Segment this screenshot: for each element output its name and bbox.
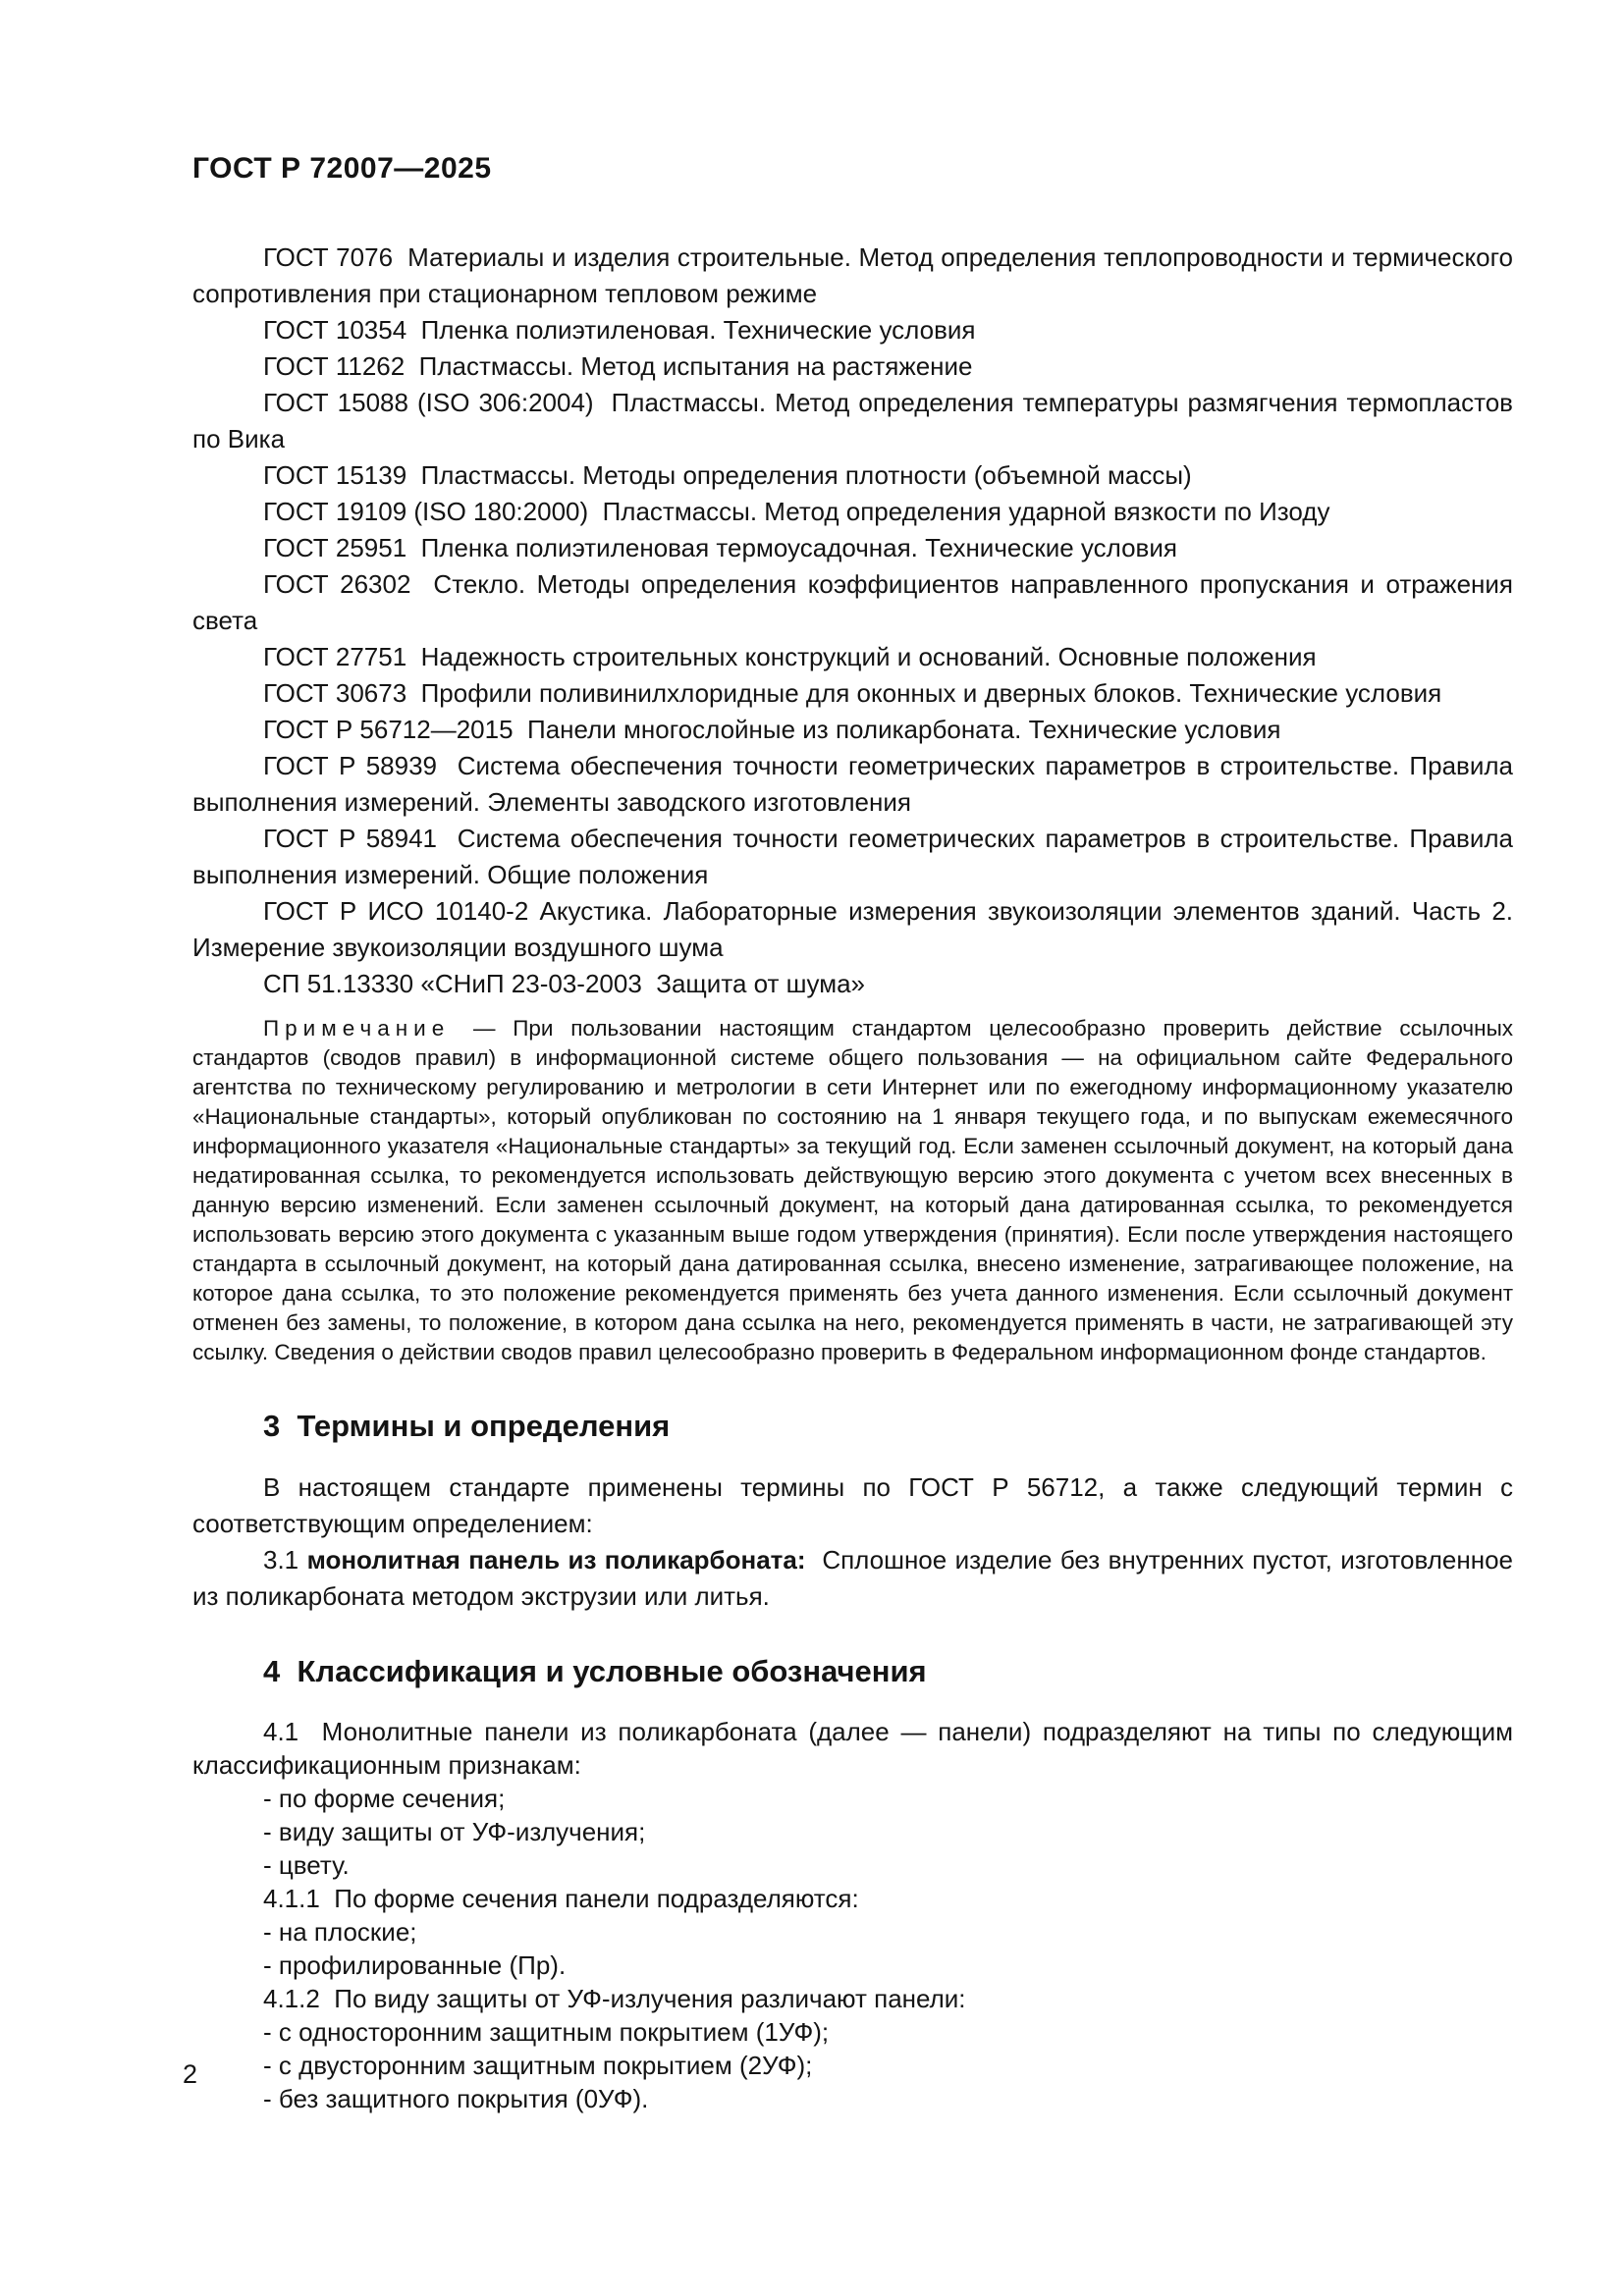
paragraph-4-1: 4.1 Монолитные панели из поликарбоната (далее — панели) подразделяют на типы по следующим классификационным признакам: xyxy=(192,1717,1513,1780)
note-label: Примечание xyxy=(263,1016,451,1041)
term-definition-text: Сплошное изделие без внутренних пустот, изготовленное из поликарбоната методом экструзии или литья. xyxy=(192,1545,1513,1611)
reference-item: ГОСТ 7076 Материалы и изделия строительные. Метод определения теплопроводности и термического сопротивления при стационарном тепловом режиме xyxy=(192,242,1513,308)
list-item: - без защитного покрытия (0УФ). xyxy=(263,2084,649,2113)
section-3-intro: В настоящем стандарте применены термины по ГОСТ Р 56712, а также следующий термин с соответствующим определением: xyxy=(192,1472,1513,1538)
reference-item: ГОСТ 15088 (ISO 306:2004) Пластмассы. Метод определения температуры размягчения термопластов по Вика xyxy=(192,388,1513,454)
term-number: 3.1 xyxy=(263,1545,299,1575)
reference-item: ГОСТ 26302 Стекло. Методы определения коэффициентов направленного пропускания и отражения света xyxy=(192,569,1513,635)
list-item: - с односторонним защитным покрытием (1УФ); xyxy=(263,2017,830,2047)
reference-item: ГОСТ Р 58939 Система обеспечения точности геометрических параметров в строительстве. Правила выполнения измерений. Элементы заводского изготовления xyxy=(192,751,1513,817)
reference-item: ГОСТ 30673 Профили поливинилхлоридные для оконных и дверных блоков. Технические условия xyxy=(263,678,1442,708)
references-section xyxy=(192,240,1513,1002)
term-definition xyxy=(192,1542,1513,1615)
section-4-heading: 4 Классификация и условные обозначения xyxy=(263,1654,927,1688)
list-item: - цвету. xyxy=(263,1850,350,1880)
section-3-heading: 3 Термины и определения xyxy=(263,1409,671,1443)
reference-item: ГОСТ Р 58941 Система обеспечения точности геометрических параметров в строительстве. Правила выполнения измерений. Общие положения xyxy=(192,824,1513,889)
reference-item: ГОСТ 19109 (ISO 180:2000) Пластмассы. Метод определения ударной вязкости по Изоду xyxy=(263,497,1330,526)
page-number: 2 xyxy=(183,2059,198,2089)
reference-item: СП 51.13330 «СНиП 23-03-2003 Защита от шума» xyxy=(263,969,866,998)
term-name: монолитная панель из поликарбоната: xyxy=(306,1545,806,1575)
paragraph-4-1-2: 4.1.2 По виду защиты от УФ-излучения различают панели: xyxy=(263,1984,966,2013)
reference-item: ГОСТ Р 56712—2015 Панели многослойные из поликарбоната. Технические условия xyxy=(263,715,1281,744)
document-header: ГОСТ Р 72007—2025 xyxy=(192,152,492,185)
list-item: - с двусторонним защитным покрытием (2УФ); xyxy=(263,2051,813,2080)
note-text: — При пользовании настоящим стандартом целесообразно проверить действие ссылочных стандартов (сводов правил) в информационной системе общего пользования — на официальном сайте Федерального агентства по техническому регулированию и метрологии в сети Интернет или по ежегодному информационному указателю «Национальные стандарты», который опубликован по состоянию на 1 января текущего года, и по выпускам ежемесячного информационного указателя «Национальные стандарты» за текущий год. Если заменен ссылочный документ, на который дана недатированная ссылка, то рекомендуется использовать действующую версию этого документа с учетом всех внесенных в данную версию изменений. Если заменен ссылочный документ, на который дана датированная ссылка, то рекомендуется использовать версию этого документа с указанным выше годом утверждения (принятия). Если после утверждения настоящего стандарта в ссылочный документ, на который дана датированная ссылка, внесено изменение, затрагивающее положение, на которое дана ссылка, то это положение рекомендуется применять без учета данного изменения. Если ссылочный документ отменен без замены, то положение, в котором дана ссылка на него, рекомендуется применять в части, не затрагивающей эту ссылку. Сведения о действии сводов правил целесообразно проверить в Федеральном информационном фонде стандартов. xyxy=(192,1016,1513,1364)
list-item: - по форме сечения; xyxy=(263,1784,506,1813)
paragraph-4-1-1: 4.1.1 По форме сечения панели подразделяются: xyxy=(263,1884,859,1913)
page-content xyxy=(192,153,1513,2115)
reference-item: ГОСТ 27751 Надежность строительных конструкций и оснований. Основные положения xyxy=(263,642,1317,671)
note-paragraph xyxy=(192,1014,1513,1367)
reference-item: ГОСТ 11262 Пластмассы. Метод испытания на растяжение xyxy=(263,351,973,381)
list-item: - профилированные (Пр). xyxy=(263,1950,567,1980)
list-item: - виду защиты от УФ-излучения; xyxy=(263,1817,646,1846)
reference-item: ГОСТ 25951 Пленка полиэтиленовая термоусадочная. Технические условия xyxy=(263,533,1177,562)
reference-item: ГОСТ 10354 Пленка полиэтиленовая. Технические условия xyxy=(263,315,976,345)
list-item: - на плоские; xyxy=(263,1917,417,1947)
reference-item: ГОСТ Р ИСО 10140-2 Акустика. Лабораторные измерения звукоизоляции элементов зданий. Часть 2. Измерение звукоизоляции воздушного шума xyxy=(192,896,1513,962)
reference-item: ГОСТ 15139 Пластмассы. Методы определения плотности (объемной массы) xyxy=(263,460,1192,490)
